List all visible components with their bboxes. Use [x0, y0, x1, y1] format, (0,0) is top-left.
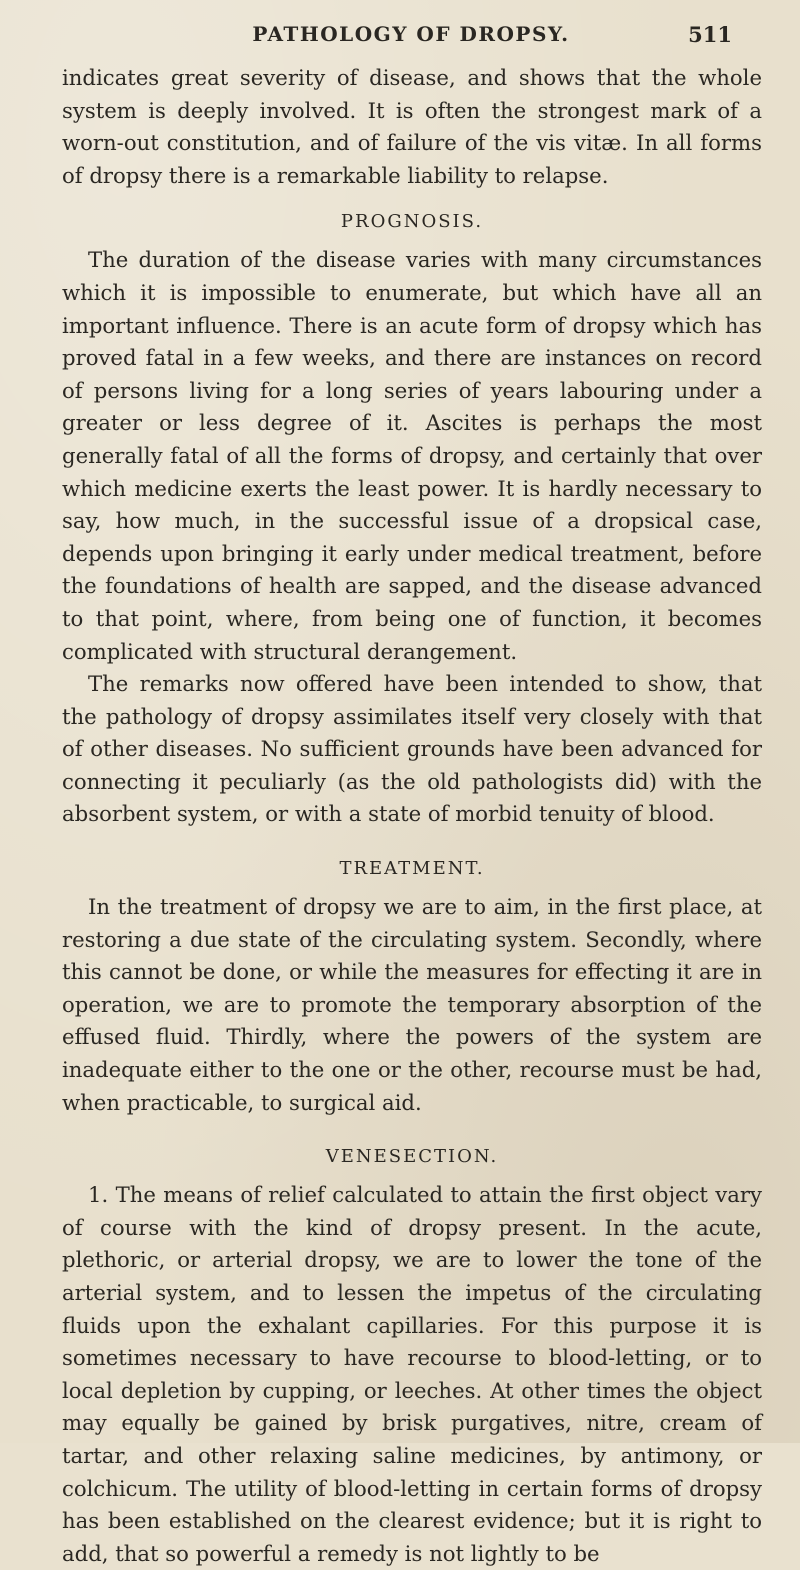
heading-treatment: TREATMENT. — [339, 858, 485, 880]
body-text — [62, 62, 762, 1570]
paragraph-treatment: In the treatment of dropsy we are to aim, in the first place, at restoring a due state of the circulating system. Secondly, where this cannot be done, or while the measures for effecting it are in operation, we are to promote the temporary absorption of the effused fluid. Thirdly, where the powers of the system are inadequate either to the one or the other, recourse must be had, when practicable, to surgical aid. — [62, 894, 762, 1115]
paragraph-continuation: indicates great severity of disease, and shows that the whole system is deeply involved. It is often the strongest mark of a worn-out constitution, and of failure of the vis vitæ. In all forms of dropsy there is a remarkable liability to relapse. — [62, 65, 762, 188]
paragraph-pathology-remarks: The remarks now offered have been intended to show, that the pathology of dropsy assimilates itself very closely with that of other diseases. No sufficient grounds have been advanced for connecting it peculiarly (as the old pathologists did) with the absorbent system, or with a state of morbid tenuity of blood. — [62, 671, 762, 827]
running-head — [62, 22, 760, 52]
running-title: PATHOLOGY OF DROPSY. — [252, 22, 570, 46]
page-number: 511 — [688, 22, 732, 47]
heading-prognosis: PROGNOSIS. — [340, 211, 484, 233]
paragraph-venesection: 1. The means of relief calculated to attain the first object vary of course with the kind of dropsy present. In the acute, plethoric, or arterial dropsy, we are to lower the tone of the arterial system, and to lessen the impetus of the circulating fluids upon the exhalant capillaries. For this purpose it is sometimes necessary to have recourse to blood-letting, or to local depletion by cupping, or leeches. At other times the object may equally be gained by brisk purgatives, nitre, cream of tartar, and other relaxing saline medicines, by antimony, or colchicum. The utility of blood-letting in certain forms of dropsy has been established on the clearest evidence; but it is right to add, that so powerful a remedy is not lightly to be — [62, 1182, 762, 1566]
paragraph-prognosis: The duration of the disease varies with many circumstances which it is impossible to enumerate, but which have all an important influence. There is an acute form of dropsy which has proved fatal in a few weeks, and there are instances on record of persons living for a long series of years labouring under a greater or less degree of it. Ascites is perhaps the most generally fatal of all the forms of dropsy, and certainly that over which medicine exerts the least power. It is hardly necessary to say, how much, in the successful issue of a dropsical case, depends upon bringing it early under medical treatment, before the foundations of health are sapped, and the disease advanced to that point, where, from being one of function, it becomes complicated with structural derangement. — [62, 247, 762, 664]
heading-venesection: VENESECTION. — [325, 1146, 499, 1168]
